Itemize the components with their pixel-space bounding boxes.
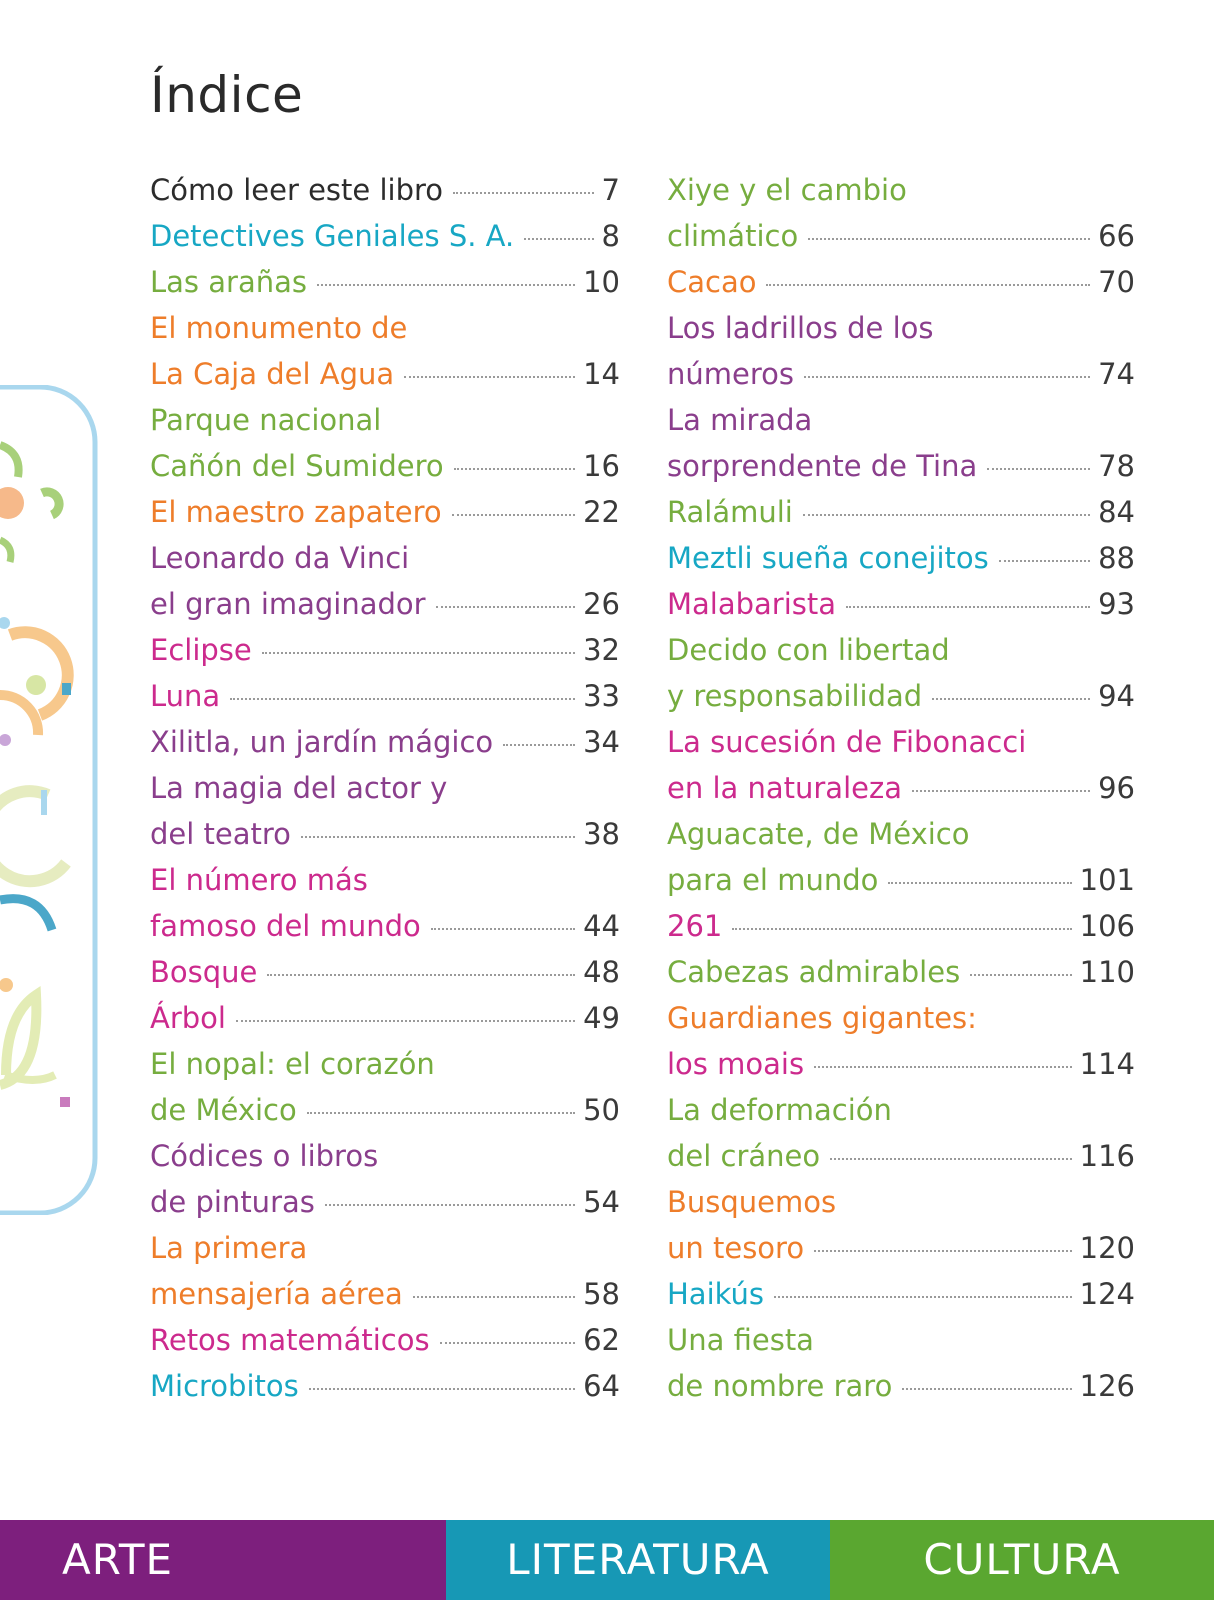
dot-leader — [267, 974, 575, 976]
toc-entry-title: El número más — [150, 863, 368, 897]
toc-entry-title: climático — [667, 219, 799, 253]
toc-entry-page: 62 — [583, 1323, 620, 1357]
toc-entry-page: 126 — [1079, 1369, 1135, 1403]
dot-leader — [413, 1296, 575, 1298]
toc-entry — [150, 305, 620, 351]
dot-leader — [453, 192, 594, 194]
toc-entry — [150, 903, 620, 949]
toc-entry — [150, 535, 620, 581]
toc-right-column — [667, 167, 1135, 1409]
dot-leader — [524, 238, 593, 240]
toc-entry-title: La sucesión de Fibonacci — [667, 725, 1027, 759]
toc-entry — [150, 1133, 620, 1179]
dot-leader — [436, 606, 576, 608]
toc-entry-page: 78 — [1098, 449, 1135, 483]
toc-entry — [667, 765, 1135, 811]
toc-entry-title: el gran imaginador — [150, 587, 426, 621]
toc-entry-title: 261 — [667, 909, 723, 943]
dot-leader — [236, 1020, 575, 1022]
toc-entry-page: 26 — [583, 587, 620, 621]
dot-leader — [814, 1066, 1072, 1068]
toc-entry-title: Los ladrillos de los — [667, 311, 934, 345]
toc-entry-title: del teatro — [150, 817, 291, 851]
toc-entry — [150, 213, 620, 259]
toc-entry-page: 50 — [583, 1093, 620, 1127]
dot-leader — [454, 468, 575, 470]
dot-leader — [999, 560, 1090, 562]
dot-leader — [452, 514, 575, 516]
toc-entry-title: El monumento de — [150, 311, 408, 345]
toc-entry — [667, 949, 1135, 995]
toc-entry-title: El nopal: el corazón — [150, 1047, 435, 1081]
toc-entry-title: La mirada — [667, 403, 813, 437]
toc-entry — [150, 995, 620, 1041]
toc-entry — [150, 857, 620, 903]
toc-entry-title: Detectives Geniales S. A. — [150, 219, 515, 253]
toc-entry-title: La magia del actor y — [150, 771, 448, 805]
page-title: Índice — [150, 66, 304, 124]
toc-entry — [667, 305, 1135, 351]
toc-entry-page: 66 — [1098, 219, 1135, 253]
toc-entry-page: 33 — [583, 679, 620, 713]
footer-arte: ARTE — [0, 1520, 446, 1600]
toc-entry-page: 106 — [1079, 909, 1135, 943]
toc-entry-title: Guardianes gigantes: — [667, 1001, 977, 1035]
dot-leader — [830, 1158, 1072, 1160]
toc-entry-title: Bosque — [150, 955, 258, 989]
dot-leader — [230, 698, 575, 700]
dot-leader — [503, 744, 575, 746]
dot-leader — [301, 836, 575, 838]
dot-leader — [431, 928, 575, 930]
toc-entry — [667, 213, 1135, 259]
toc-entry-title: Cómo leer este libro — [150, 173, 444, 207]
toc-entry-title: Cabezas admirables — [667, 955, 961, 989]
toc-entry — [150, 1363, 620, 1409]
toc-entry-title: Luna — [150, 679, 221, 713]
toc-entry-title: Parque nacional — [150, 403, 382, 437]
toc-entry-page: 49 — [583, 1001, 620, 1035]
toc-entry-page: 54 — [583, 1185, 620, 1219]
toc-entry — [667, 1041, 1135, 1087]
toc-entry — [667, 1225, 1135, 1271]
toc-entry — [667, 535, 1135, 581]
toc-entry-title: Xilitla, un jardín mágico — [150, 725, 494, 759]
toc-entry-title: Códices o libros — [150, 1139, 379, 1173]
toc-entry — [150, 1041, 620, 1087]
dot-leader — [309, 1388, 575, 1390]
toc-entry — [667, 351, 1135, 397]
toc-entry-title: números — [667, 357, 794, 391]
toc-entry-title: La primera — [150, 1231, 308, 1265]
toc-entry-title: mensajería aérea — [150, 1277, 403, 1311]
dot-leader — [766, 284, 1090, 286]
toc-entry-page: 58 — [583, 1277, 620, 1311]
toc-entry — [667, 489, 1135, 535]
toc-entry-title: Haikús — [667, 1277, 765, 1311]
footer-literatura: LITERATURA — [446, 1520, 830, 1600]
toc-entry-title: La Caja del Agua — [150, 357, 395, 391]
toc-entry-page: 116 — [1079, 1139, 1135, 1173]
toc-entry — [667, 167, 1135, 213]
toc-entry — [150, 719, 620, 765]
toc-entry — [150, 259, 620, 305]
toc-entry — [150, 627, 620, 673]
toc-entry-page: 110 — [1079, 955, 1135, 989]
dot-leader — [846, 606, 1090, 608]
toc-entry-title: para el mundo — [667, 863, 879, 897]
dot-leader — [912, 790, 1090, 792]
toc-entry — [667, 673, 1135, 719]
toc-entry — [667, 443, 1135, 489]
toc-entry — [150, 949, 620, 995]
toc-entry-page: 88 — [1098, 541, 1135, 575]
toc-entry — [150, 443, 620, 489]
toc-entry — [150, 1179, 620, 1225]
toc-entry-title: Malabarista — [667, 587, 837, 621]
toc-entry-title: de nombre raro — [667, 1369, 893, 1403]
dot-leader — [262, 652, 575, 654]
toc-entry-title: en la naturaleza — [667, 771, 902, 805]
dot-leader — [317, 284, 575, 286]
toc-entry-title: Cañón del Sumidero — [150, 449, 444, 483]
dot-leader — [440, 1342, 575, 1344]
toc-entry-title: Eclipse — [150, 633, 252, 667]
toc-entry-title: Árbol — [150, 1001, 226, 1035]
toc-entry-page: 38 — [583, 817, 620, 851]
toc-entry-page: 64 — [583, 1369, 620, 1403]
dot-leader — [803, 514, 1090, 516]
toc-entry-page: 16 — [583, 449, 620, 483]
toc-entry-page: 32 — [583, 633, 620, 667]
toc-entry — [150, 1317, 620, 1363]
toc-entry-page: 48 — [583, 955, 620, 989]
toc-entry-title: Cacao — [667, 265, 757, 299]
toc-entry-title: Ralámuli — [667, 495, 793, 529]
toc-entry-page: 10 — [583, 265, 620, 299]
toc-entry-title: Decido con libertad — [667, 633, 950, 667]
toc-entry-page: 8 — [601, 219, 620, 253]
toc-entry-page: 124 — [1079, 1277, 1135, 1311]
toc-entry-title: Las arañas — [150, 265, 307, 299]
toc-entry-title: y responsabilidad — [667, 679, 923, 713]
toc-entry — [667, 397, 1135, 443]
toc-entry — [667, 903, 1135, 949]
toc-entry — [667, 1179, 1135, 1225]
dot-leader — [888, 882, 1071, 884]
toc-entry-title: Meztli sueña conejitos — [667, 541, 989, 575]
footer-cultura: CULTURA — [830, 1520, 1214, 1600]
toc-entry-page: 70 — [1098, 265, 1135, 299]
toc-entry — [667, 1087, 1135, 1133]
toc-entry — [667, 811, 1135, 857]
toc-entry — [150, 351, 620, 397]
toc-entry-page: 14 — [583, 357, 620, 391]
toc-entry — [667, 995, 1135, 1041]
toc-entry-page: 74 — [1098, 357, 1135, 391]
toc-entry-page: 44 — [583, 909, 620, 943]
toc-entry-page: 7 — [601, 173, 620, 207]
toc-entry — [150, 811, 620, 857]
toc-entry-title: El maestro zapatero — [150, 495, 442, 529]
dot-leader — [808, 238, 1090, 240]
toc-entry — [667, 1271, 1135, 1317]
toc-entry-page: 94 — [1098, 679, 1135, 713]
toc-entry — [150, 765, 620, 811]
toc-entry-page: 22 — [583, 495, 620, 529]
toc-entry-page: 120 — [1079, 1231, 1135, 1265]
toc-entry-title: Xiye y el cambio — [667, 173, 907, 207]
toc-entry — [150, 1087, 620, 1133]
toc-entry — [667, 259, 1135, 305]
toc-entry — [667, 857, 1135, 903]
toc-entry-page: 114 — [1079, 1047, 1135, 1081]
toc-entry-title: los moais — [667, 1047, 805, 1081]
toc-entry-title: sorprendente de Tina — [667, 449, 978, 483]
toc-left-column — [150, 167, 620, 1409]
toc-entry — [667, 627, 1135, 673]
toc-entry-title: Una fiesta — [667, 1323, 814, 1357]
toc-entry-page: 96 — [1098, 771, 1135, 805]
toc-entry-title: Aguacate, de México — [667, 817, 970, 851]
dot-leader — [325, 1204, 575, 1206]
dot-leader — [902, 1388, 1071, 1390]
decorative-swirl-border — [0, 385, 110, 1215]
dot-leader — [970, 974, 1071, 976]
toc-entry — [667, 581, 1135, 627]
dot-leader — [814, 1250, 1072, 1252]
dot-leader — [307, 1112, 575, 1114]
toc-entry-title: La deformación — [667, 1093, 892, 1127]
toc-entry — [667, 719, 1135, 765]
dot-leader — [804, 376, 1090, 378]
toc-entry — [150, 397, 620, 443]
toc-entry-title: famoso del mundo — [150, 909, 421, 943]
dot-leader — [732, 928, 1071, 930]
toc-entry-title: de México — [150, 1093, 297, 1127]
toc-entry-title: un tesoro — [667, 1231, 805, 1265]
toc-entry-page: 93 — [1098, 587, 1135, 621]
toc-entry — [150, 673, 620, 719]
dot-leader — [404, 376, 575, 378]
toc-entry-title: Leonardo da Vinci — [150, 541, 410, 575]
toc-entry-title: Busquemos — [667, 1185, 837, 1219]
toc-entry — [667, 1133, 1135, 1179]
toc-entry — [667, 1317, 1135, 1363]
toc-entry-page: 84 — [1098, 495, 1135, 529]
toc-entry — [150, 581, 620, 627]
toc-entry — [150, 167, 620, 213]
dot-leader — [987, 468, 1090, 470]
toc-entry-page: 101 — [1079, 863, 1135, 897]
toc-entry — [150, 1225, 620, 1271]
footer-category-bar — [0, 1520, 1214, 1600]
toc-entry — [150, 489, 620, 535]
toc-entry-title: Microbitos — [150, 1369, 299, 1403]
dot-leader — [774, 1296, 1072, 1298]
toc-entry-title: de pinturas — [150, 1185, 315, 1219]
dot-leader — [932, 698, 1090, 700]
toc-entry-title: Retos matemáticos — [150, 1323, 430, 1357]
toc-entry — [150, 1271, 620, 1317]
toc-entry-page: 34 — [583, 725, 620, 759]
toc-entry-title: del cráneo — [667, 1139, 821, 1173]
toc-entry — [667, 1363, 1135, 1409]
